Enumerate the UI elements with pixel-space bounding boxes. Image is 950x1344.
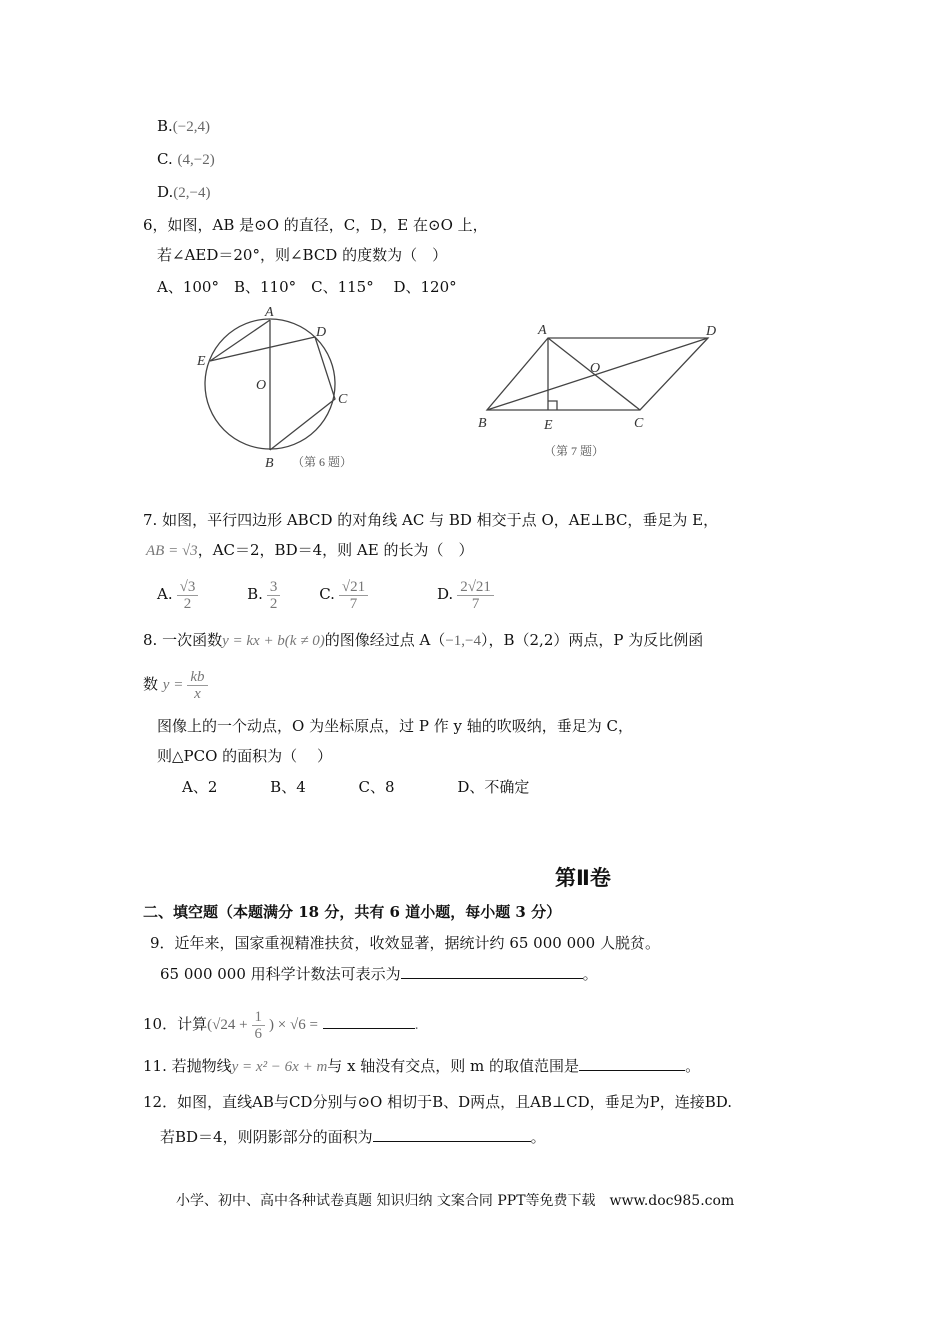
figures: [0, 0, 950, 500]
text: 数: [143, 675, 159, 693]
q12-line2: [160, 1127, 546, 1147]
label-c: C: [338, 392, 348, 407]
label-e: E: [544, 418, 553, 433]
q7-options: [157, 574, 498, 614]
label-o: O: [256, 378, 267, 393]
denominator: 2: [183, 595, 192, 612]
label-c: C: [634, 416, 644, 431]
q6-line1: 6，如图，AB 是⊙O 的直径，C，D，E 在⊙O 上，: [143, 216, 488, 234]
numerator: 1: [252, 1009, 266, 1026]
math: y =: [162, 677, 184, 693]
q6-options: A、100° B、110° C、115° D、120°: [157, 278, 457, 296]
fraction: [339, 579, 368, 612]
numerator: 3: [267, 579, 281, 596]
option-value: (−2,4): [172, 119, 210, 135]
fraction: [267, 579, 281, 612]
math-ab: AB = √3: [146, 543, 198, 559]
label-o: O: [590, 361, 601, 376]
point-a: −1,−4: [445, 633, 481, 649]
answer-blank[interactable]: [323, 1014, 415, 1029]
text: 。: [582, 965, 598, 983]
numerator: √3: [177, 579, 199, 596]
fig7-caption: （第 7 题）: [544, 444, 605, 458]
denominator: 6: [254, 1025, 263, 1042]
q10: [143, 1004, 418, 1045]
denominator: 2: [269, 595, 278, 612]
q7-line1: 7. 如图，平行四边形 ABCD 的对角线 AC 与 BD 相交于点 O，AE⊥BC，垂足为 E，: [143, 511, 719, 529]
text: 11. 若抛物线: [143, 1057, 232, 1075]
label-b: B: [478, 416, 487, 431]
option-label: D.: [157, 183, 174, 201]
q11: [143, 1056, 700, 1077]
numerator: kb: [187, 669, 207, 686]
text: 8. 一次函数: [143, 631, 223, 649]
label-e: E: [197, 354, 206, 369]
right-angle-mark: [548, 401, 557, 410]
option-value: (4,−2): [177, 152, 215, 168]
option-c: C、8: [358, 778, 395, 796]
option-d: [436, 578, 498, 612]
q6-line2: 若∠AED＝20°，则∠BCD 的度数为（ ）: [157, 246, 448, 264]
text: 若BD＝4，则阴影部分的面积为: [160, 1128, 373, 1146]
q8-line3: 图像上的一个动点，O 为坐标原点，过 P 作 y 轴的吹吸纳，垂足为 C，: [157, 717, 633, 735]
option-a: [157, 578, 202, 612]
figure-7-labels: [478, 323, 716, 458]
text: 65 000 000 用科学计数法可表示为: [160, 965, 401, 983]
math: (√24 +: [207, 1017, 248, 1033]
option-b: B、4: [270, 778, 306, 796]
fig6-caption: （第 6 题）: [292, 455, 353, 469]
q7-line2-text: ，AC＝2，BD＝4，则 AE 的长为（ ）: [197, 541, 474, 559]
section2-heading: 二、填空题（本题满分 18 分，共有 6 道小题，每小题 3 分）: [143, 903, 562, 921]
text: 的图像经过点 A（: [324, 631, 446, 649]
numerator: 2√21: [457, 579, 494, 596]
footer: 小学、初中、高中各种试卷真题 知识归纳 文案合同 PPT等免费下载 www.doc985.com: [176, 1193, 735, 1209]
math-linear: y = kx + b(k ≠ 0): [222, 633, 325, 649]
option-a: A、2: [182, 778, 218, 796]
q8-line2: [143, 664, 212, 705]
fraction: [252, 1009, 266, 1042]
numerator: √21: [339, 579, 368, 596]
option-label: A.: [157, 585, 173, 603]
option-label: B.: [157, 117, 173, 135]
q7-line2: [146, 540, 473, 561]
label-a: A: [265, 305, 274, 320]
fraction: [457, 579, 494, 612]
answer-blank[interactable]: [579, 1056, 685, 1071]
option-label: B.: [247, 585, 263, 603]
fraction: [177, 579, 199, 612]
text: 。: [530, 1128, 546, 1146]
part2-title: 第Ⅱ卷: [555, 866, 611, 890]
text: 。: [685, 1057, 701, 1075]
option-label: C.: [319, 585, 335, 603]
label-b: B: [265, 456, 274, 471]
text: .: [414, 1017, 419, 1033]
text: ），B（2,2）两点，P 为反比例函: [480, 631, 704, 649]
denominator: x: [194, 685, 201, 702]
answer-blank[interactable]: [401, 964, 583, 979]
denominator: 7: [471, 595, 480, 612]
label-d: D: [706, 324, 717, 339]
label-d: D: [316, 325, 327, 340]
option-d: D、不确定: [457, 778, 530, 796]
math: y = x² − 6x + m: [231, 1059, 328, 1075]
option-value: (2,−4): [173, 185, 211, 201]
option-c: [319, 578, 372, 612]
option-b: [247, 578, 284, 612]
text: 与 x 轴没有交点，则 m 的取值范围是: [327, 1057, 580, 1075]
q9-line1: 9．近年来，国家重视精准扶贫，收效显著，据统计约 65 000 000 人脱贫。: [150, 934, 660, 952]
q12-line1: 12．如图，直线AB与CD分别与⊙O 相切于B、D两点，且AB⊥CD，垂足为P，连接BD.: [143, 1093, 732, 1111]
fraction: [187, 669, 207, 702]
q8-options: [182, 777, 529, 797]
q8-line4: 则△PCO 的面积为（ ）: [157, 747, 332, 765]
q8-line1: [143, 630, 703, 651]
option-label: D.: [436, 585, 454, 603]
text: 10．计算: [143, 1015, 208, 1033]
answer-blank[interactable]: [373, 1127, 531, 1142]
option-label: C.: [157, 150, 173, 168]
q9-line2: [160, 964, 598, 984]
denominator: 7: [349, 595, 358, 612]
math: ) × √6 =: [269, 1017, 318, 1033]
label-a: A: [538, 323, 547, 338]
